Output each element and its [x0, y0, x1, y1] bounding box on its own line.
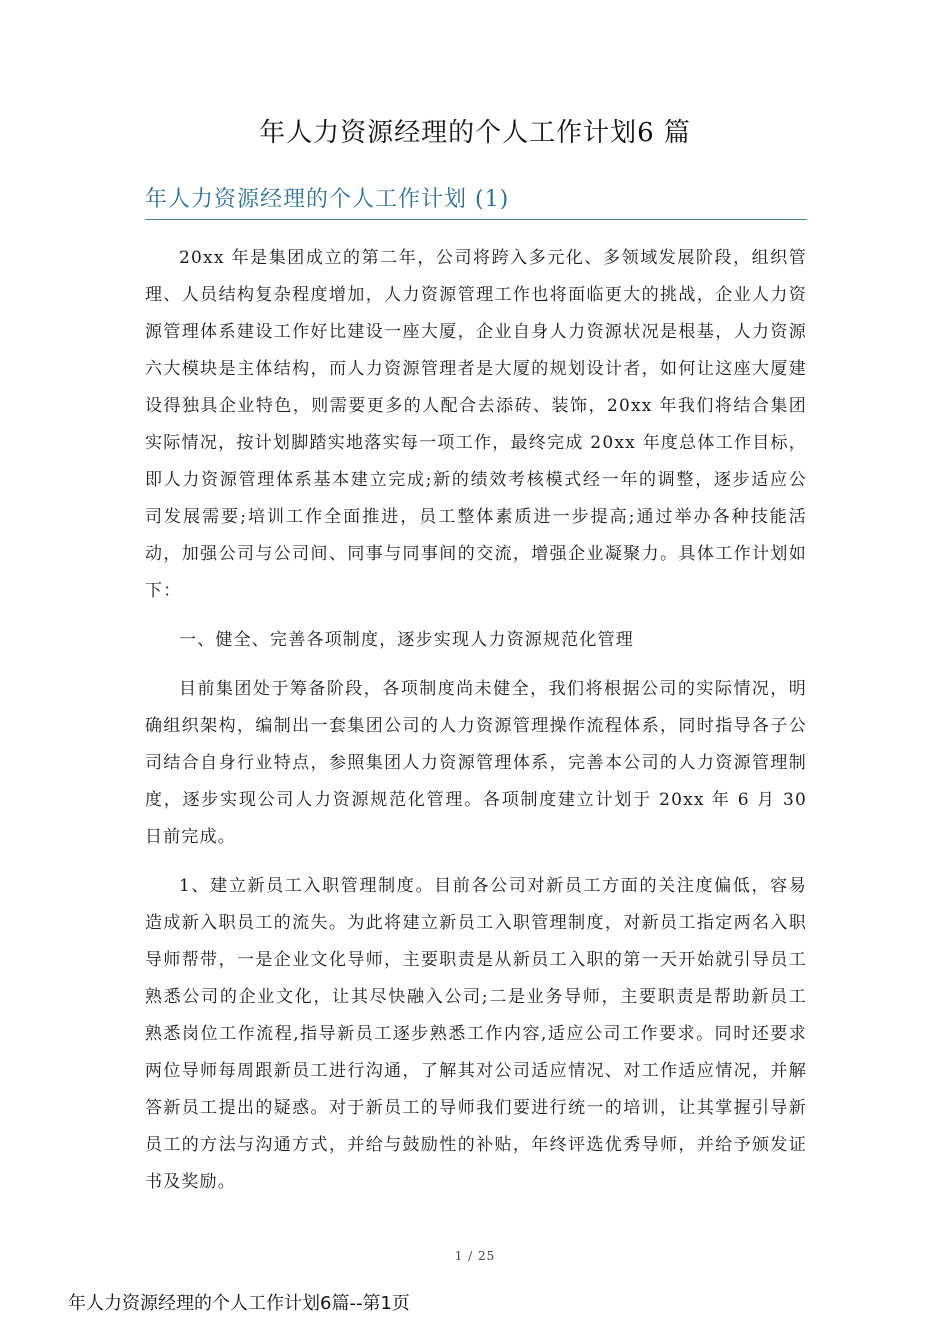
body-subheading: 一、健全、完善各项制度，逐步实现人力资源规范化管理: [179, 630, 634, 650]
document-body: [145, 240, 807, 1201]
body-paragraph: 20xx 年是集团成立的第二年，公司将跨入多元化、多领域发展阶段，组织管理、人员结构复杂程度增加，人力资源管理工作也将面临更大的挑战，企业人力资源管理体系建设工作好比建设一座大厦，企业自身人力资源状况是根基，人力资源六大模块是主体结构，而人力资源管理者是大厦的规划设计者，如何让这座大厦建设得独具企业特色，则需要更多的人配合去添砖、装饰，20xx 年我们将结合集团实际情况，按计划脚踏实地落实每一项工作，最终完成 20xx 年度总体工作目标，即人力资源管理体系基本建立完成;新的绩效考核模式经一年的调整，逐步适应公司发展需要;培训工作全面推进，员工整体素质进一步提高;通过举办各种技能活动，加强公司与公司间、同事与同事间的交流，增强企业凝聚力。具体工作计划如下：: [145, 248, 807, 601]
section-heading: 年人力资源经理的个人工作计划 (1): [145, 182, 807, 220]
page-number: 1 / 25: [454, 1249, 496, 1263]
footer-caption: 年人力资源经理的个人工作计划6篇--第1页: [68, 1293, 410, 1314]
document-title: 年人力资源经理的个人工作计划6 篇: [259, 118, 691, 148]
body-paragraph: 目前集团处于筹备阶段，各项制度尚未健全，我们将根据公司的实际情况，明确组织架构，编制出一套集团公司的人力资源管理操作流程体系，同时指导各子公司结合自身行业特点，参照集团人力资源管理体系，完善本公司的人力资源管理制度，逐步实现公司人力资源规范化管理。各项制度建立计划于 20xx 年 6 月 30 日前完成。: [145, 679, 807, 847]
body-paragraph: 1、建立新员工入职管理制度。目前各公司对新员工方面的关注度偏低，容易造成新入职员工的流失。为此将建立新员工入职管理制度，对新员工指定两名入职导师帮带，一是企业文化导师，主要职责是从新员工入职的第一天开始就引导员工熟悉公司的企业文化，让其尽快融入公司;二是业务导师，主要职责是帮助新员工熟悉岗位工作流程,指导新员工逐步熟悉工作内容,适应公司工作要求。同时还要求两位导师每周跟新员工进行沟通，了解其对公司适应情况、对工作适应情况，并解答新员工提出的疑惑。对于新员工的导师我们要进行统一的培训，让其掌握引导新员工的方法与沟通方式，并给与鼓励性的补贴，年终评选优秀导师，并给予颁发证书及奖励。: [145, 876, 807, 1192]
